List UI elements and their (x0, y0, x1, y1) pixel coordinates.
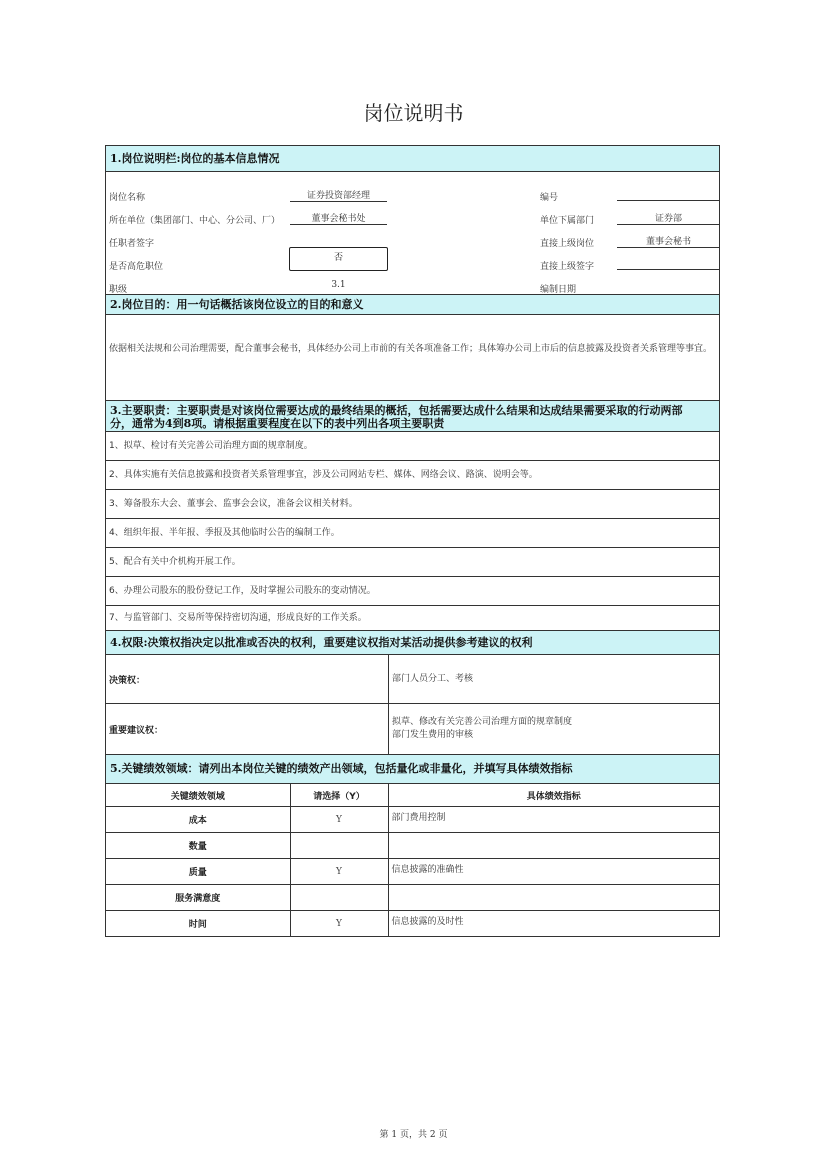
section3-heading-line2: 分，通常为4到8项。请根据重要程度在以下的表中列出各项主要职责 (110, 417, 445, 430)
advice-authority-label: 重要建议权： (106, 704, 389, 754)
value-position-name: 证券投资部经理 (290, 188, 387, 202)
kpi-indicator: 信息披露的及时性 (391, 917, 464, 927)
purpose-text: 依据相关法规和公司治理需要，配合董事会秘书，具体经办公司上市前的有关各项准备工作；具体筹办公司上市后的信息披露及投资者关系管理等事宜。 (106, 315, 719, 401)
label-incumbent-signature: 任职者签字 (109, 239, 155, 249)
kpi-area: 成本 (106, 807, 290, 833)
kpi-indicator (388, 833, 719, 859)
duty-item: 6、办理公司股东的股份登记工作，及时掌握公司股东的变动情况。 (106, 577, 719, 606)
duty-item: 4、组织年报、半年报、季报及其他临时公告的编制工作。 (106, 519, 719, 548)
section1-heading: 1.岗位说明栏:岗位的基本信息情况 (106, 146, 719, 172)
decision-authority-value: 部门人员分工、考核 (392, 674, 474, 684)
basic-info-block (106, 172, 719, 294)
advice-authority-row (106, 704, 719, 755)
kpi-select (290, 833, 388, 859)
label-grade: 职级 (109, 285, 128, 295)
label-sub-department: 单位下属部门 (540, 216, 595, 226)
kpi-indicator: 信息披露的准确性 (388, 859, 719, 885)
label-superior-signature: 直接上级签字 (540, 262, 595, 272)
duty-item: 2、具体实施有关信息披露和投资者关系管理事宜，涉及公司网站专栏、媒体、网络会议、路演、说明会等。 (106, 461, 719, 490)
label-date: 编制日期 (540, 285, 577, 295)
duty-item: 3、筹备股东大会、董事会、监事会会议，准备会议相关材料。 (106, 490, 719, 519)
kpi-area: 数量 (106, 833, 290, 859)
kpi-select: Y (290, 859, 388, 885)
section2-heading: 2.岗位目的：用一句话概括该岗位设立的目的和意义 (106, 294, 719, 315)
table-row (106, 859, 719, 885)
value-superior-signature (617, 257, 720, 270)
advice-line: 拟草、修改有关完善公司治理方面的规章制度 (392, 717, 573, 727)
duty-item: 5、配合有关中介机构开展工作。 (106, 548, 719, 577)
decision-authority-label: 决策权： (106, 655, 389, 703)
page-title: 岗位说明书 (363, 101, 464, 125)
section4-heading: 4.权限:决策权指决定以批准或否决的权利，重要建议权指对某活动提供参考建议的权利 (106, 631, 719, 655)
value-high-risk-box: 否 (289, 247, 388, 271)
table-row (106, 807, 719, 833)
kpi-indicator (388, 885, 719, 911)
table-row (106, 833, 719, 859)
value-sub-department: 证券部 (617, 211, 720, 225)
label-code: 编号 (540, 193, 559, 203)
kpi-select (290, 885, 388, 911)
label-direct-superior: 直接上级岗位 (540, 239, 595, 249)
label-high-risk: 是否高危职位 (109, 262, 164, 272)
value-grade: 3.1 (331, 280, 346, 290)
job-description-form (105, 145, 720, 937)
kpi-col-indicator: 具体绩效指标 (388, 784, 719, 807)
kpi-table (106, 784, 719, 936)
label-position-name: 岗位名称 (109, 193, 146, 203)
advice-authority-value (389, 704, 719, 754)
kpi-indicator: 部门费用控制 (388, 807, 719, 833)
kpi-header-row (106, 784, 719, 807)
duty-item: 7、与监管部门、交易所等保持密切沟通，形成良好的工作关系。 (106, 606, 719, 631)
advice-line: 部门发生费用的审核 (392, 730, 474, 740)
kpi-area: 质量 (106, 859, 290, 885)
section3-heading-line1: 3.主要职责：主要职责是对该岗位需要达成的最终结果的概括，包括需要达成什么结果和达成结果需要采取的行动两部 (110, 404, 683, 417)
table-row (106, 911, 719, 937)
label-unit: 所在单位（集团部门、中心、分公司、厂） (109, 216, 281, 226)
value-direct-superior: 董事会秘书 (617, 234, 720, 248)
decision-authority-row (106, 655, 719, 704)
value-code (617, 188, 720, 201)
kpi-area: 时间 (106, 911, 290, 937)
kpi-area: 服务满意度 (106, 885, 290, 911)
duty-item: 1、拟草、检讨有关完善公司治理方面的规章制度。 (106, 432, 719, 461)
section5-heading: 5.关键绩效领域：请列出本岗位关键的绩效产出领域，包括量化或非量化，并填写具体绩效指标 (106, 755, 719, 784)
kpi-select: Y (290, 911, 388, 937)
kpi-col-area: 关键绩效领域 (106, 784, 290, 807)
value-unit: 董事会秘书处 (290, 211, 387, 225)
section3-heading (106, 401, 719, 432)
page-footer: 第 1 页，共 2 页 (379, 1130, 448, 1140)
table-row (106, 885, 719, 911)
kpi-select: Y (290, 807, 388, 833)
kpi-col-select: 请选择（Y） (290, 784, 388, 807)
